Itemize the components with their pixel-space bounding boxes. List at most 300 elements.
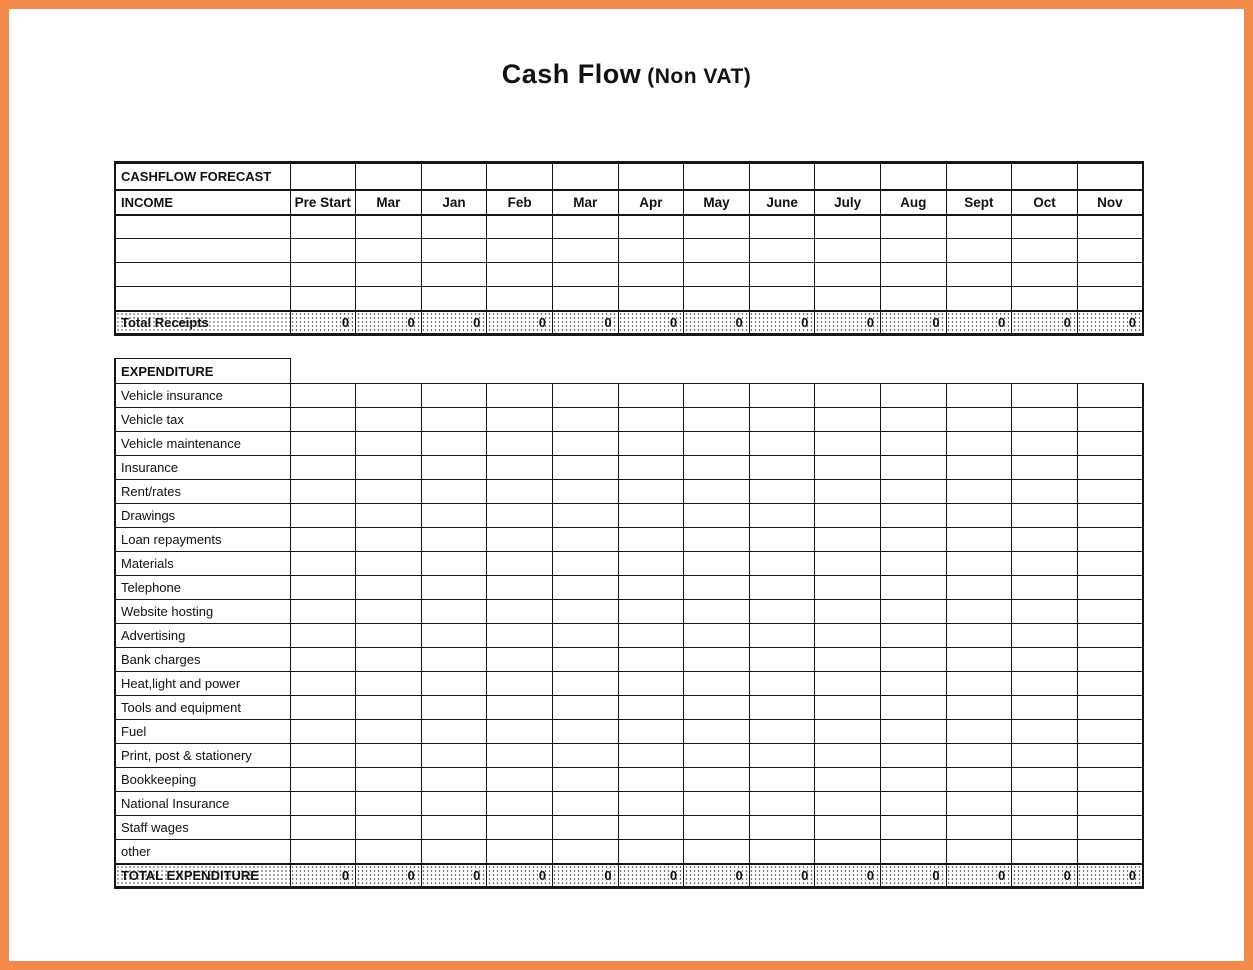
month-header-aug: Aug (880, 190, 946, 215)
expenditure-row (115, 696, 1143, 720)
expenditure-value-cell (1077, 720, 1143, 744)
total-expenditure-value: 0 (290, 864, 356, 888)
expenditure-value-cell (1077, 744, 1143, 768)
expenditure-header-block (115, 359, 1143, 384)
expenditure-value-cell (880, 792, 946, 816)
income-value-cell (815, 239, 881, 263)
expenditure-value-cell (618, 600, 684, 624)
month-header-apr: Apr (618, 190, 684, 215)
expenditure-value-cell (1012, 648, 1078, 672)
expenditure-value-cell (1077, 624, 1143, 648)
forecast-empty-cell (946, 163, 1012, 190)
expenditure-value-cell (1077, 816, 1143, 840)
expenditure-item-label: Advertising (115, 624, 290, 648)
expenditure-value-cell (552, 504, 618, 528)
expenditure-value-cell (1012, 720, 1078, 744)
expenditure-value-cell (356, 576, 422, 600)
expenditure-value-cell (880, 744, 946, 768)
total-expenditure-row (115, 864, 1143, 888)
month-header-jan: Jan (421, 190, 487, 215)
total-receipts-value: 0 (618, 311, 684, 335)
expenditure-value-cell (1012, 504, 1078, 528)
expenditure-row (115, 840, 1143, 864)
month-header-feb: Feb (487, 190, 553, 215)
expenditure-value-cell (749, 576, 815, 600)
expenditure-value-cell (552, 696, 618, 720)
expenditure-item-label: Vehicle insurance (115, 384, 290, 408)
expenditure-value-cell (684, 672, 750, 696)
forecast-header-cell: CASHFLOW FORECAST (115, 163, 290, 190)
income-value-cell (880, 263, 946, 287)
expenditure-value-cell (356, 528, 422, 552)
expenditure-value-cell (487, 720, 553, 744)
expenditure-header-spacer (290, 359, 1143, 384)
expenditure-value-cell (684, 408, 750, 432)
expenditure-value-cell (684, 600, 750, 624)
expenditure-value-cell (1077, 840, 1143, 864)
expenditure-value-cell (356, 720, 422, 744)
income-value-cell (487, 287, 553, 311)
income-section-label: INCOME (115, 190, 290, 215)
income-item-label (115, 287, 290, 311)
income-value-cell (749, 263, 815, 287)
expenditure-value-cell (880, 432, 946, 456)
income-value-cell (290, 239, 356, 263)
expenditure-value-cell (684, 384, 750, 408)
expenditure-value-cell (487, 744, 553, 768)
expenditure-value-cell (421, 720, 487, 744)
expenditure-value-cell (1012, 408, 1078, 432)
expenditure-value-cell (815, 768, 881, 792)
expenditure-value-cell (618, 624, 684, 648)
expenditure-value-cell (618, 768, 684, 792)
expenditure-item-label: Vehicle maintenance (115, 432, 290, 456)
expenditure-value-cell (552, 480, 618, 504)
expenditure-value-cell (880, 480, 946, 504)
expenditure-value-cell (946, 840, 1012, 864)
expenditure-value-cell (815, 504, 881, 528)
month-header-pre-start: Pre Start (290, 190, 356, 215)
expenditure-row (115, 816, 1143, 840)
income-value-cell (552, 239, 618, 263)
expenditure-value-cell (618, 504, 684, 528)
expenditure-value-cell (487, 576, 553, 600)
total-expenditure-value: 0 (684, 864, 750, 888)
expenditure-value-cell (290, 744, 356, 768)
income-row (115, 215, 1143, 239)
forecast-empty-cell (749, 163, 815, 190)
income-value-cell (618, 239, 684, 263)
expenditure-value-cell (749, 744, 815, 768)
income-value-cell (290, 287, 356, 311)
expenditure-row (115, 408, 1143, 432)
expenditure-row (115, 432, 1143, 456)
expenditure-value-cell (552, 528, 618, 552)
expenditure-value-cell (815, 672, 881, 696)
expenditure-value-cell (749, 408, 815, 432)
total-receipts-value: 0 (290, 311, 356, 335)
expenditure-value-cell (1012, 576, 1078, 600)
income-value-cell (946, 215, 1012, 239)
month-header-oct: Oct (1012, 190, 1078, 215)
forecast-empty-cell (421, 163, 487, 190)
income-value-cell (487, 239, 553, 263)
expenditure-value-cell (1077, 552, 1143, 576)
expenditure-value-cell (356, 432, 422, 456)
expenditure-value-cell (749, 648, 815, 672)
expenditure-value-cell (1012, 480, 1078, 504)
expenditure-value-cell (487, 528, 553, 552)
expenditure-value-cell (290, 696, 356, 720)
total-receipts-block (115, 311, 1143, 335)
spacer-cell (115, 335, 1143, 359)
expenditure-value-cell (290, 624, 356, 648)
total-expenditure-value: 0 (356, 864, 422, 888)
expenditure-value-cell (487, 816, 553, 840)
expenditure-value-cell (421, 624, 487, 648)
expenditure-value-cell (356, 744, 422, 768)
expenditure-value-cell (946, 576, 1012, 600)
expenditure-value-cell (487, 672, 553, 696)
expenditure-value-cell (487, 432, 553, 456)
expenditure-value-cell (815, 600, 881, 624)
income-value-cell (815, 287, 881, 311)
expenditure-value-cell (487, 384, 553, 408)
expenditure-value-cell (618, 408, 684, 432)
expenditure-value-cell (1077, 504, 1143, 528)
expenditure-value-cell (356, 816, 422, 840)
expenditure-value-cell (815, 528, 881, 552)
forecast-empty-cell (356, 163, 422, 190)
expenditure-value-cell (290, 600, 356, 624)
expenditure-value-cell (290, 792, 356, 816)
expenditure-value-cell (815, 384, 881, 408)
expenditure-value-cell (290, 432, 356, 456)
expenditure-value-cell (487, 456, 553, 480)
expenditure-value-cell (487, 408, 553, 432)
expenditure-value-cell (552, 408, 618, 432)
expenditure-value-cell (880, 552, 946, 576)
expenditure-value-cell (749, 696, 815, 720)
expenditure-value-cell (1077, 408, 1143, 432)
expenditure-value-cell (421, 696, 487, 720)
expenditure-value-cell (1077, 528, 1143, 552)
expenditure-value-cell (356, 480, 422, 504)
page-title (9, 59, 1244, 90)
total-expenditure-value: 0 (1077, 864, 1143, 888)
expenditure-value-cell (946, 384, 1012, 408)
expenditure-item-label: Website hosting (115, 600, 290, 624)
expenditure-value-cell (487, 600, 553, 624)
expenditure-value-cell (487, 696, 553, 720)
expenditure-value-cell (749, 432, 815, 456)
expenditure-value-cell (946, 792, 1012, 816)
expenditure-value-cell (684, 456, 750, 480)
expenditure-row (115, 648, 1143, 672)
income-rows-block (115, 215, 1143, 311)
expenditure-value-cell (684, 576, 750, 600)
expenditure-item-label: Insurance (115, 456, 290, 480)
expenditure-value-cell (618, 552, 684, 576)
expenditure-value-cell (552, 744, 618, 768)
expenditure-value-cell (290, 504, 356, 528)
expenditure-value-cell (487, 768, 553, 792)
expenditure-value-cell (749, 768, 815, 792)
income-header-block (115, 163, 1143, 215)
income-value-cell (946, 263, 1012, 287)
income-value-cell (421, 215, 487, 239)
month-header-june: June (749, 190, 815, 215)
forecast-empty-cell (290, 163, 356, 190)
expenditure-value-cell (618, 432, 684, 456)
expenditure-item-label: Materials (115, 552, 290, 576)
expenditure-item-label: Bank charges (115, 648, 290, 672)
month-header-nov: Nov (1077, 190, 1143, 215)
expenditure-value-cell (618, 816, 684, 840)
expenditure-value-cell (815, 408, 881, 432)
total-expenditure-value: 0 (618, 864, 684, 888)
expenditure-value-cell (684, 792, 750, 816)
income-value-cell (880, 215, 946, 239)
expenditure-value-cell (815, 816, 881, 840)
expenditure-value-cell (946, 624, 1012, 648)
expenditure-value-cell (356, 504, 422, 528)
expenditure-value-cell (880, 768, 946, 792)
income-value-cell (1012, 239, 1078, 263)
expenditure-value-cell (552, 384, 618, 408)
expenditure-value-cell (946, 600, 1012, 624)
expenditure-value-cell (1077, 432, 1143, 456)
expenditure-value-cell (421, 672, 487, 696)
expenditure-row (115, 624, 1143, 648)
income-value-cell (749, 287, 815, 311)
expenditure-value-cell (356, 840, 422, 864)
expenditure-value-cell (749, 528, 815, 552)
expenditure-value-cell (815, 696, 881, 720)
expenditure-value-cell (684, 696, 750, 720)
income-value-cell (290, 263, 356, 287)
expenditure-value-cell (880, 528, 946, 552)
expenditure-value-cell (1077, 672, 1143, 696)
total-expenditure-value: 0 (421, 864, 487, 888)
expenditure-value-cell (946, 432, 1012, 456)
total-receipts-value: 0 (749, 311, 815, 335)
expenditure-value-cell (552, 792, 618, 816)
expenditure-value-cell (1077, 648, 1143, 672)
expenditure-value-cell (749, 624, 815, 648)
expenditure-value-cell (880, 648, 946, 672)
expenditure-value-cell (487, 552, 553, 576)
expenditure-value-cell (815, 840, 881, 864)
expenditure-value-cell (880, 816, 946, 840)
expenditure-value-cell (1012, 840, 1078, 864)
expenditure-value-cell (946, 504, 1012, 528)
expenditure-value-cell (356, 792, 422, 816)
expenditure-value-cell (684, 432, 750, 456)
expenditure-value-cell (552, 672, 618, 696)
expenditure-value-cell (880, 408, 946, 432)
expenditure-value-cell (356, 384, 422, 408)
spacer-block (115, 335, 1143, 359)
income-value-cell (1012, 215, 1078, 239)
expenditure-row (115, 744, 1143, 768)
expenditure-value-cell (1077, 696, 1143, 720)
expenditure-value-cell (421, 840, 487, 864)
income-value-cell (1077, 239, 1143, 263)
expenditure-value-cell (684, 840, 750, 864)
expenditure-value-cell (684, 744, 750, 768)
expenditure-value-cell (618, 696, 684, 720)
expenditure-value-cell (421, 744, 487, 768)
expenditure-value-cell (1077, 384, 1143, 408)
expenditure-value-cell (552, 600, 618, 624)
income-value-cell (356, 287, 422, 311)
month-header-row (115, 190, 1143, 215)
income-value-cell (552, 263, 618, 287)
expenditure-value-cell (1012, 384, 1078, 408)
expenditure-value-cell (290, 456, 356, 480)
expenditure-value-cell (552, 648, 618, 672)
expenditure-value-cell (290, 408, 356, 432)
expenditure-value-cell (290, 576, 356, 600)
income-value-cell (421, 263, 487, 287)
expenditure-value-cell (290, 840, 356, 864)
expenditure-value-cell (487, 480, 553, 504)
expenditure-value-cell (618, 672, 684, 696)
forecast-empty-cell (815, 163, 881, 190)
expenditure-row (115, 384, 1143, 408)
total-expenditure-value: 0 (815, 864, 881, 888)
expenditure-value-cell (1012, 696, 1078, 720)
expenditure-value-cell (946, 480, 1012, 504)
total-expenditure-value: 0 (487, 864, 553, 888)
expenditure-value-cell (552, 456, 618, 480)
expenditure-value-cell (618, 480, 684, 504)
expenditure-value-cell (946, 648, 1012, 672)
total-expenditure-value: 0 (552, 864, 618, 888)
expenditure-value-cell (487, 792, 553, 816)
expenditure-value-cell (815, 480, 881, 504)
total-receipts-value: 0 (815, 311, 881, 335)
expenditure-row (115, 600, 1143, 624)
income-item-label (115, 239, 290, 263)
expenditure-value-cell (880, 840, 946, 864)
total-receipts-row (115, 311, 1143, 335)
expenditure-value-cell (749, 456, 815, 480)
income-value-cell (618, 263, 684, 287)
expenditure-value-cell (487, 840, 553, 864)
income-value-cell (749, 239, 815, 263)
expenditure-value-cell (356, 696, 422, 720)
expenditure-item-label: Fuel (115, 720, 290, 744)
income-value-cell (880, 287, 946, 311)
expenditure-value-cell (946, 720, 1012, 744)
income-item-label (115, 215, 290, 239)
expenditure-value-cell (880, 456, 946, 480)
expenditure-value-cell (749, 816, 815, 840)
total-receipts-value: 0 (1077, 311, 1143, 335)
income-value-cell (290, 215, 356, 239)
expenditure-value-cell (684, 648, 750, 672)
expenditure-item-label: Print, post & stationery (115, 744, 290, 768)
expenditure-row (115, 480, 1143, 504)
income-value-cell (946, 239, 1012, 263)
income-value-cell (684, 287, 750, 311)
income-value-cell (552, 215, 618, 239)
spacer-row (115, 335, 1143, 359)
expenditure-item-label: Heat,light and power (115, 672, 290, 696)
expenditure-value-cell (618, 648, 684, 672)
total-receipts-value: 0 (880, 311, 946, 335)
expenditure-value-cell (946, 552, 1012, 576)
expenditure-value-cell (880, 384, 946, 408)
expenditure-value-cell (356, 600, 422, 624)
forecast-empty-cell (1077, 163, 1143, 190)
expenditure-value-cell (749, 840, 815, 864)
income-value-cell (1077, 287, 1143, 311)
income-value-cell (684, 263, 750, 287)
expenditure-value-cell (1012, 792, 1078, 816)
expenditure-value-cell (290, 768, 356, 792)
expenditure-value-cell (1077, 480, 1143, 504)
expenditure-value-cell (421, 384, 487, 408)
expenditure-value-cell (1012, 744, 1078, 768)
income-row (115, 287, 1143, 311)
expenditure-value-cell (618, 840, 684, 864)
forecast-empty-cell (880, 163, 946, 190)
expenditure-value-cell (749, 552, 815, 576)
expenditure-value-cell (749, 504, 815, 528)
expenditure-value-cell (946, 696, 1012, 720)
expenditure-value-cell (421, 768, 487, 792)
expenditure-item-label: Drawings (115, 504, 290, 528)
total-receipts-value: 0 (552, 311, 618, 335)
expenditure-value-cell (946, 528, 1012, 552)
expenditure-value-cell (749, 384, 815, 408)
expenditure-value-cell (421, 576, 487, 600)
income-value-cell (421, 287, 487, 311)
total-receipts-value: 0 (684, 311, 750, 335)
expenditure-item-label: Bookkeeping (115, 768, 290, 792)
expenditure-value-cell (684, 720, 750, 744)
expenditure-value-cell (421, 552, 487, 576)
expenditure-value-cell (1012, 600, 1078, 624)
expenditure-value-cell (618, 576, 684, 600)
expenditure-value-cell (290, 672, 356, 696)
expenditure-value-cell (552, 624, 618, 648)
expenditure-value-cell (552, 552, 618, 576)
expenditure-value-cell (684, 528, 750, 552)
expenditure-value-cell (749, 720, 815, 744)
expenditure-row (115, 576, 1143, 600)
expenditure-value-cell (880, 600, 946, 624)
expenditure-value-cell (356, 624, 422, 648)
expenditure-value-cell (684, 480, 750, 504)
expenditure-value-cell (618, 720, 684, 744)
expenditure-value-cell (552, 840, 618, 864)
income-value-cell (1012, 287, 1078, 311)
expenditure-value-cell (684, 624, 750, 648)
total-expenditure-value: 0 (880, 864, 946, 888)
expenditure-value-cell (684, 768, 750, 792)
expenditure-value-cell (1077, 792, 1143, 816)
expenditure-value-cell (946, 408, 1012, 432)
total-receipts-value: 0 (487, 311, 553, 335)
expenditure-value-cell (946, 672, 1012, 696)
month-header-may: May (684, 190, 750, 215)
expenditure-value-cell (421, 504, 487, 528)
expenditure-value-cell (946, 456, 1012, 480)
